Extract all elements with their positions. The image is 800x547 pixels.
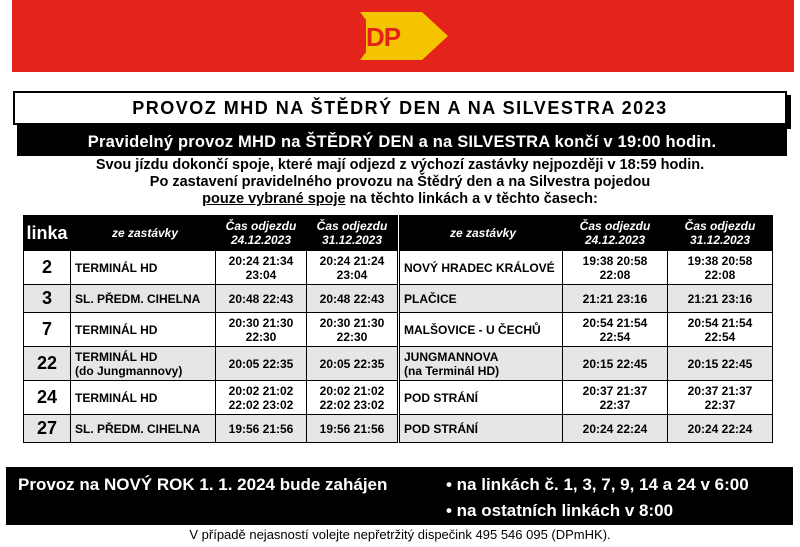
table-row [400, 381, 773, 415]
page-title: PROVOZ MHD NA ŠTĚDRÝ DEN A NA SILVESTRA 2023 [132, 98, 668, 118]
time-31: 20:24 22:24 [668, 415, 773, 443]
line-number: 24 [24, 381, 71, 415]
header-dep-24: Čas odjezdu 24.12.2023 [563, 216, 668, 251]
time-24: 20:24 22:24 [563, 415, 668, 443]
stop-name: TERMINÁL HD [71, 313, 216, 347]
stop-name: POD STRÁNÍ [400, 415, 563, 443]
intro-line-3-rest: na těchto linkách a v těchto časech: [345, 191, 598, 207]
line-number: 27 [24, 415, 71, 443]
stop-name: SL. PŘEDM. CIHELNA [71, 285, 216, 313]
stop-name: JUNGMANNOVA (na Terminál HD) [400, 347, 563, 381]
stop-name: MALŠOVICE - U ČECHŮ [400, 313, 563, 347]
header-from-stop: ze zastávky [400, 216, 563, 251]
header-dep-24: Čas odjezdu 24.12.2023 [216, 216, 307, 251]
time-31: 20:05 22:35 [307, 347, 398, 381]
table-row [400, 415, 773, 443]
time-24: 20:54 21:54 22:54 [563, 313, 668, 347]
line-number: 22 [24, 347, 71, 381]
stop-name: TERMINÁL HD [71, 251, 216, 285]
table-row [400, 313, 773, 347]
intro-line-1: Svou jízdu dokončí spoje, které mají odjezd z výchozí zastávky nejpozději v 18:59 hodin. [95, 157, 705, 173]
time-31: 19:38 20:58 22:08 [668, 251, 773, 285]
time-31: 19:56 21:56 [307, 415, 398, 443]
intro-line-3 [0, 191, 800, 208]
stop-name: POD STRÁNÍ [400, 381, 563, 415]
time-31: 20:48 22:43 [307, 285, 398, 313]
time-31: 20:02 21:02 22:02 23:02 [307, 381, 398, 415]
header-linka: linka [24, 216, 71, 251]
table-row [24, 313, 398, 347]
header-from-stop: ze zastávky [71, 216, 216, 251]
time-24: 20:02 21:02 22:02 23:02 [216, 381, 307, 415]
time-24: 19:38 20:58 22:08 [563, 251, 668, 285]
header-dep-31: Čas odjezdu 31.12.2023 [668, 216, 773, 251]
table-row [24, 415, 398, 443]
table-row [24, 347, 398, 381]
header-dep-31: Čas odjezdu 31.12.2023 [307, 216, 398, 251]
time-24: 19:56 21:56 [216, 415, 307, 443]
intro-line-2: Po zastavení pravidelného provozu na Štědrý den a na Silvestra pojedou [149, 174, 651, 190]
headline: Pravidelný provoz MHD na ŠTĚDRÝ DEN a na SILVESTRA končí v 19:00 hodin. [17, 129, 787, 156]
footer-box [6, 467, 793, 525]
logo-text: DP [366, 22, 401, 52]
time-31: 20:15 22:45 [668, 347, 773, 381]
schedule-table-outbound [23, 215, 398, 443]
time-31: 20:37 21:37 22:37 [668, 381, 773, 415]
time-24: 20:48 22:43 [216, 285, 307, 313]
stop-name: TERMINÁL HD (do Jungmannovy) [71, 347, 216, 381]
header-banner [12, 0, 794, 72]
time-31: 21:21 23:16 [668, 285, 773, 313]
dispatch-note: V případě nejasností volejte nepřetržitý dispečink 495 546 095 (DPmHK). [189, 527, 611, 542]
stop-name: TERMINÁL HD [71, 381, 216, 415]
stop-name: NOVÝ HRADEC KRÁLOVÉ [400, 251, 563, 285]
time-31: 20:30 21:30 22:30 [307, 313, 398, 347]
line-number: 3 [24, 285, 71, 313]
table-row [400, 251, 773, 285]
stop-name: PLAČICE [400, 285, 563, 313]
dp-logo [360, 8, 452, 64]
time-24: 21:21 23:16 [563, 285, 668, 313]
footer-bullet-2: • na ostatních linkách v 8:00 [446, 501, 674, 520]
schedule-table-return [399, 215, 773, 443]
footer-bullet-1: • na linkách č. 1, 3, 7, 9, 14 a 24 v 6:00 [446, 475, 749, 494]
table-row [24, 251, 398, 285]
page-title-box [13, 91, 787, 125]
time-24: 20:37 21:37 22:37 [563, 381, 668, 415]
footer-new-year: Provoz na NOVÝ ROK 1. 1. 2024 bude zahájen [18, 475, 388, 494]
time-24: 20:30 21:30 22:30 [216, 313, 307, 347]
time-31: 20:54 21:54 22:54 [668, 313, 773, 347]
intro-underlined: pouze vybrané spoje [202, 191, 346, 207]
table-row [24, 285, 398, 313]
time-31: 20:24 21:24 23:04 [307, 251, 398, 285]
table-row [400, 285, 773, 313]
table-row [24, 381, 398, 415]
stop-name: SL. PŘEDM. CIHELNA [71, 415, 216, 443]
line-number: 2 [24, 251, 71, 285]
time-24: 20:05 22:35 [216, 347, 307, 381]
line-number: 7 [24, 313, 71, 347]
time-24: 20:24 21:34 23:04 [216, 251, 307, 285]
time-24: 20:15 22:45 [563, 347, 668, 381]
table-row [400, 347, 773, 381]
